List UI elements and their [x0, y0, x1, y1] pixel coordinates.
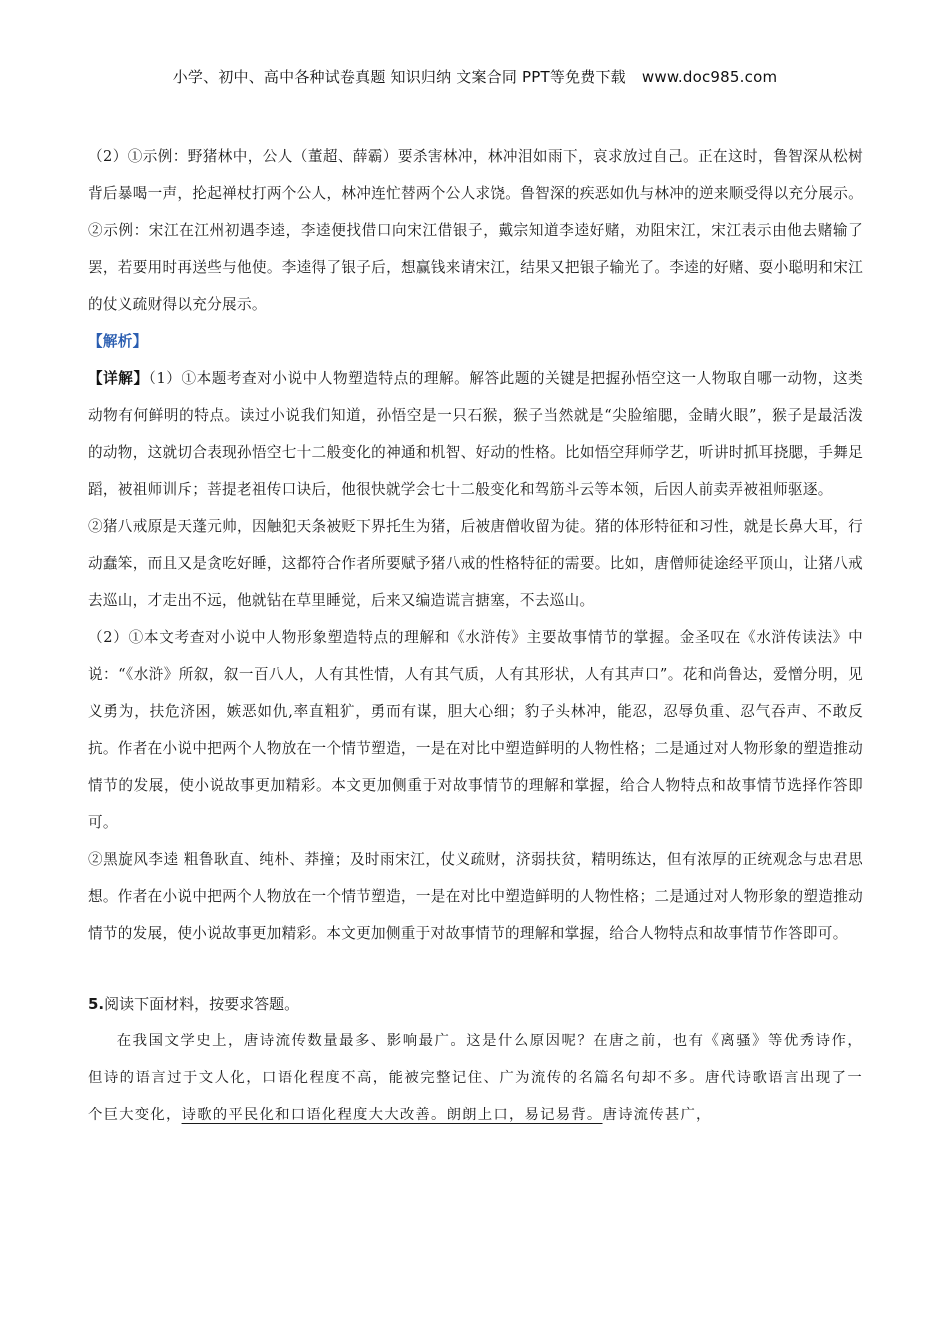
passage-text-before: 在我国文学史上，唐诗流传数量最多、影响最广。这是什么原因呢？在唐之前，也有《离骚》等优秀诗作，但诗的语言过于文人化，口语化程度不高，能被完整记住、广为流传的名篇名句却不多。唐代诗歌语言出现了一个巨大变化， [88, 1033, 863, 1123]
detail-p1-text: （1）①本题考查对小说中人物塑造特点的理解。解答此题的关键是把握孙悟空这一人物取自哪一动物，这类动物有何鲜明的特点。读过小说我们知道，孙悟空是一只石猴，猴子当然就是“尖脸缩腮，金睛火眼”，猴子是最活泼的动物，这就切合表现孙悟空七十二般变化的神通和机智、好动的性格。比如悟空拜师学艺，听讲时抓耳挠腮，手舞足蹈，被祖师训斥；菩提老祖传口诀后，他很快就学会七十二般变化和驾筋斗云等本领，后因人前卖弄被祖师驱逐。 [88, 370, 863, 498]
passage-text-after: 唐诗流传甚广， [602, 1107, 712, 1123]
header-text: 小学、初中、高中各种试卷真题 知识归纳 文案合同 PPT等免费下载 [172, 68, 626, 86]
analysis-label: 【解析】 [88, 333, 148, 350]
analysis-heading [88, 323, 863, 360]
detail-label: 【详解】 [88, 370, 149, 387]
detail-paragraph-2: ②猪八戒原是天蓬元帅，因触犯天条被贬下界托生为猪，后被唐僧收留为徒。猪的体形特征和习性，就是长鼻大耳，行动蠢笨，而且又是贪吃好睡，这都符合作者所要赋予猪八戒的性格特征的需要。比如，唐僧师徒途经平顶山，让猪八戒去巡山，才走出不远，他就钻在草里睡觉，后来又编造谎言搪塞，不去巡山。 [88, 518, 863, 609]
detail-paragraph-1 [88, 360, 863, 508]
detail-paragraph-4: ②黑旋风李逵 粗鲁耿直、纯朴、莽撞；及时雨宋江，仗义疏财，济弱扶贫，精明练达，但有浓厚的正统观念与忠君思想。作者在小说中把两个人物放在一个情节塑造，一是在对比中塑造鲜明的人物性格；二是通过对人物形象的塑造推动情节的发展，使小说故事更加精彩。本文更加侧重于对故事情节的理解和掌握，给合人物特点和故事情节作答即可。 [88, 851, 863, 942]
answer-2-paragraph: （2）①示例：野猪林中，公人（董超、薛霸）要杀害林冲，林冲泪如雨下，哀求放过自己。正在这时，鲁智深从松树背后暴喝一声，抡起禅杖打两个公人，林冲连忙替两个公人求饶。鲁智深的疾恶如仇与林冲的逆来顺受得以充分展示。②示例：宋江在江州初遇李逵，李逵便找借口向宋江借银子，戴宗知道李逵好赌，劝阻宋江，宋江表示由他去赌输了罢，若要用时再送些与他使。李逵得了银子后，想赢钱来请宋江，结果又把银子输光了。李逵的好赌、耍小聪明和宋江的仗义疏财得以充分展示。 [88, 148, 863, 313]
question-5-heading [88, 986, 863, 1023]
document-body [88, 138, 863, 1134]
question-number: 5. [88, 995, 105, 1013]
page-header [0, 66, 950, 87]
question-prompt: 阅读下面材料，按要求答题。 [104, 995, 300, 1013]
passage-underlined-sentence: 诗歌的平民化和口语化程度大大改善。朗朗上口，易记易背。 [181, 1107, 603, 1123]
header-url[interactable]: www.doc985.com [641, 68, 778, 86]
reading-passage [88, 1023, 863, 1134]
detail-paragraph-3: （2）①本文考查对小说中人物形象塑造特点的理解和《水浒传》主要故事情节的掌握。金圣叹在《水浒传读法》中说：“《水浒》所叙，叙一百八人，人有其性情，人有其气质，人有其形状，人有其声口”。花和尚鲁达，爱憎分明，见义勇为，扶危济困，嫉恶如仇,率直粗犷，勇而有谋，胆大心细；豹子头林冲，能忍，忍辱负重、忍气吞声、不敢反抗。作者在小说中把两个人物放在一个情节塑造，一是在对比中塑造鲜明的人物性格；二是通过对人物形象的塑造推动情节的发展，使小说故事更加精彩。本文更加侧重于对故事情节的理解和掌握，给合人物特点和故事情节选择作答即可。 [88, 629, 863, 831]
